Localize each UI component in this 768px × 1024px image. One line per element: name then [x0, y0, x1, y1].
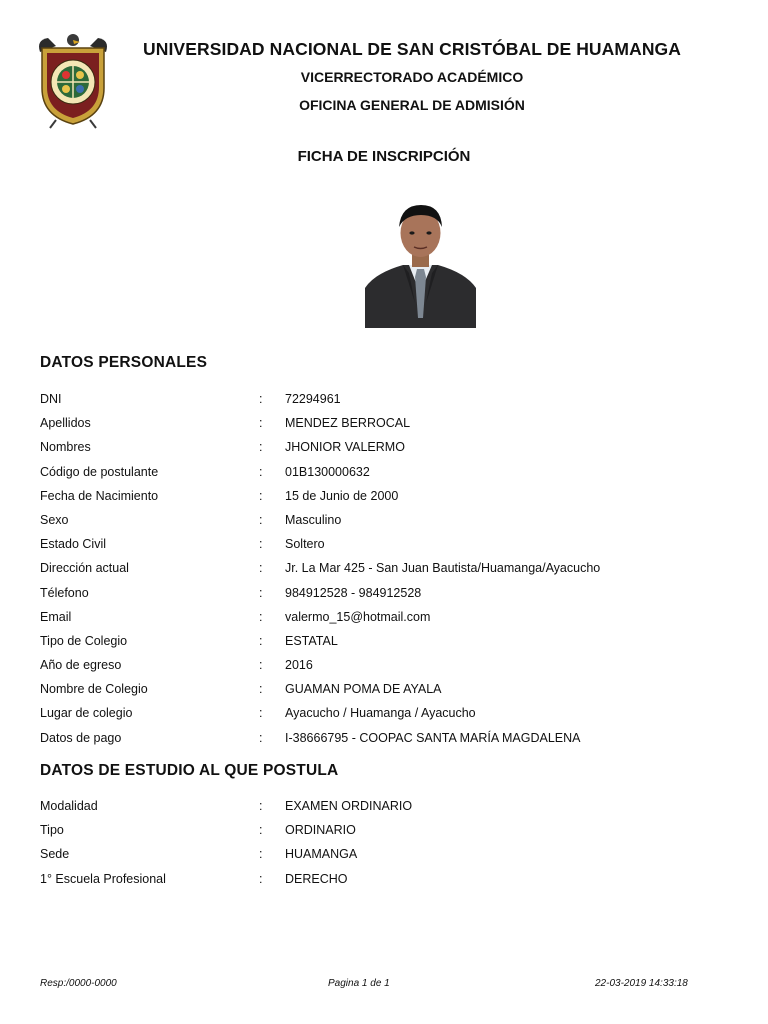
- field-separator: :: [259, 609, 263, 624]
- study-row-escuela: [40, 871, 740, 895]
- field-separator: :: [259, 633, 263, 648]
- study-data-list: [40, 798, 740, 895]
- study-data-section-title: DATOS DE ESTUDIO AL QUE POSTULA: [40, 762, 339, 779]
- study-row-modalidad: [40, 798, 740, 822]
- field-value: 984912528 - 984912528: [285, 585, 422, 600]
- field-value: 01B130000632: [285, 464, 370, 479]
- field-label: Email: [40, 609, 72, 624]
- personal-row-codigo: [40, 464, 740, 488]
- field-value: valermo_15@hotmail.com: [285, 609, 431, 624]
- field-label: Apellidos: [40, 416, 91, 431]
- field-value: HUAMANGA: [285, 847, 358, 862]
- field-separator: :: [259, 823, 263, 838]
- field-separator: :: [259, 658, 263, 673]
- field-label: Nombres: [40, 440, 91, 455]
- field-separator: :: [259, 488, 263, 503]
- field-value: GUAMAN POMA DE AYALA: [285, 682, 442, 697]
- field-value: Ayacucho / Huamanga / Ayacucho: [285, 706, 476, 721]
- personal-row-apellidos: [40, 415, 740, 439]
- field-value: EXAMEN ORDINARIO: [285, 799, 413, 813]
- form-title: FICHA DE INSCRIPCIÓN: [297, 148, 471, 165]
- vicerrectorado-title: VICERRECTORADO ACADÉMICO: [300, 69, 524, 85]
- field-label: Año de egreso: [40, 658, 122, 673]
- field-value: MENDEZ BERROCAL: [285, 416, 411, 431]
- personal-row-lugar-colegio: [40, 705, 740, 729]
- field-separator: :: [259, 871, 263, 886]
- field-value: 15 de Junio de 2000: [285, 488, 399, 503]
- field-value: ORDINARIO: [285, 823, 356, 838]
- study-row-tipo: [40, 822, 740, 846]
- field-separator: :: [259, 799, 263, 813]
- field-separator: :: [259, 847, 263, 862]
- personal-row-direccion: [40, 560, 740, 584]
- field-label: Fecha de Nacimiento: [40, 488, 159, 503]
- personal-row-anio-egreso: [40, 657, 740, 681]
- applicant-photo: [365, 193, 476, 328]
- field-value: 72294961: [285, 392, 341, 406]
- footer-datetime: 22-03-2019 14:33:18: [595, 978, 688, 989]
- personal-row-nombre-colegio: [40, 681, 740, 705]
- personal-row-estado-civil: [40, 536, 740, 560]
- field-separator: :: [259, 537, 263, 552]
- personal-row-sexo: [40, 512, 740, 536]
- field-separator: :: [259, 392, 263, 406]
- field-value: I-38666795 - COOPAC SANTA MARÍA MAGDALENA: [285, 730, 581, 745]
- field-label: Sede: [40, 847, 70, 862]
- field-separator: :: [259, 440, 263, 455]
- field-label: 1° Escuela Profesional: [40, 871, 166, 886]
- footer-resp: Resp:/0000-0000: [40, 978, 117, 989]
- field-label: Sexo: [40, 512, 69, 527]
- field-separator: :: [259, 464, 263, 479]
- field-separator: :: [259, 512, 263, 527]
- personal-row-nombres: [40, 439, 740, 463]
- field-value: 2016: [285, 658, 313, 673]
- personal-row-telefono: [40, 585, 740, 609]
- field-label: Datos de pago: [40, 730, 122, 745]
- personal-row-email: [40, 609, 740, 633]
- personal-data-list: [40, 391, 740, 754]
- field-label: Modalidad: [40, 799, 98, 813]
- field-value: Jr. La Mar 425 - San Juan Bautista/Huamanga/Ayacucho: [285, 561, 601, 576]
- field-label: Lugar de colegio: [40, 706, 133, 721]
- field-value: ESTATAL: [285, 633, 338, 648]
- field-label: DNI: [40, 392, 62, 406]
- footer-page-number: Pagina 1 de 1: [328, 978, 390, 989]
- university-name: UNIVERSIDAD NACIONAL DE SAN CRISTÓBAL DE HUAMANGA: [142, 39, 682, 59]
- oficina-title: OFICINA GENERAL DE ADMISIÓN: [299, 97, 525, 113]
- field-label: Estado Civil: [40, 537, 106, 552]
- field-label: Código de postulante: [40, 464, 159, 479]
- field-label: Tipo de Colegio: [40, 633, 128, 648]
- field-label: Dirección actual: [40, 561, 129, 576]
- personal-row-dni: [40, 391, 740, 415]
- field-separator: :: [259, 561, 263, 576]
- field-label: Télefono: [40, 585, 89, 600]
- field-separator: :: [259, 585, 263, 600]
- personal-row-fecha-nacimiento: [40, 488, 740, 512]
- field-separator: :: [259, 730, 263, 745]
- personal-row-datos-pago: [40, 730, 740, 754]
- field-label: Tipo: [40, 823, 64, 838]
- personal-row-tipo-colegio: [40, 633, 740, 657]
- personal-data-section-title: DATOS PERSONALES: [40, 354, 208, 371]
- study-row-sede: [40, 846, 740, 870]
- field-separator: :: [259, 706, 263, 721]
- field-value: Masculino: [285, 512, 342, 527]
- field-value: DERECHO: [285, 871, 348, 886]
- field-value: Soltero: [285, 537, 325, 552]
- field-label: Nombre de Colegio: [40, 682, 148, 697]
- field-separator: :: [259, 416, 263, 431]
- field-value: JHONIOR VALERMO: [285, 440, 405, 455]
- field-separator: :: [259, 682, 263, 697]
